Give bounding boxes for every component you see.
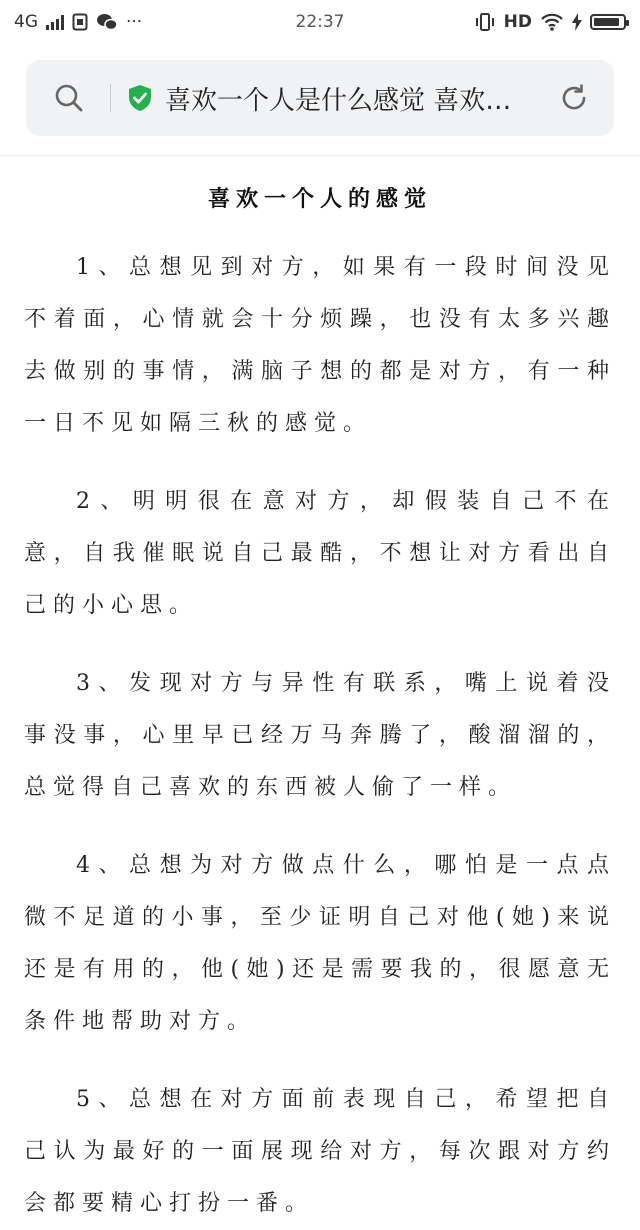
status-right bbox=[474, 12, 626, 32]
article-paragraph-1: 1、总想见到对方，如果有一段时间没见不着面，心情就会十分烦躁，也没有太多兴趣去做别的事情，满脑子想的都是对方，有一种一日不见如隔三秋的感觉。 bbox=[24, 255, 616, 436]
clock: 22:37 bbox=[295, 12, 345, 32]
more-notifications: ··· bbox=[126, 12, 143, 32]
paragraph-spacer bbox=[24, 450, 616, 476]
page-title[interactable]: 喜欢一个人是什么感觉 喜欢… bbox=[165, 85, 512, 116]
search-icon[interactable] bbox=[54, 83, 84, 113]
wechat-icon bbox=[96, 13, 118, 31]
signal-icon bbox=[46, 14, 64, 30]
battery-icon bbox=[590, 14, 626, 30]
status-bar bbox=[0, 0, 640, 44]
sim-card-icon bbox=[72, 13, 88, 31]
wifi-icon bbox=[540, 13, 564, 31]
vibrate-icon bbox=[474, 12, 496, 32]
article-paragraph-4: 4、总想为对方做点什么，哪怕是一点点微不足道的小事，至少证明自己对他(她)来说还是有用的，他(她)还是需要我的，很愿意无条件地帮助对方。 bbox=[24, 853, 616, 1034]
title-spacer bbox=[24, 218, 616, 242]
article-body bbox=[0, 160, 640, 1230]
charging-icon bbox=[572, 13, 582, 31]
network-label: 4G bbox=[14, 12, 38, 32]
paragraph-spacer bbox=[24, 632, 616, 658]
article-paragraph-5: 5、总想在对方面前表现自己，希望把自己认为最好的一面展现给对方，每次跟对方约会都要精心打扮一番。 bbox=[24, 1087, 616, 1216]
article-title: 喜欢一个人的感觉 bbox=[207, 186, 432, 212]
article-paragraph-2: 2、明明很在意对方，却假装自己不在意，自我催眠说自己最酷，不想让对方看出自己的小心思。 bbox=[24, 489, 616, 618]
shield-check-icon bbox=[127, 84, 153, 112]
battery-level bbox=[594, 18, 619, 26]
address-bar[interactable] bbox=[26, 60, 614, 136]
header-divider bbox=[0, 155, 640, 156]
hd-label: HD bbox=[503, 12, 532, 32]
paragraph-spacer bbox=[24, 1048, 616, 1074]
address-divider bbox=[110, 84, 111, 112]
article-paragraph-3: 3、发现对方与异性有联系，嘴上说着没事没事，心里早已经万马奔腾了，酸溜溜的，总觉得自己喜欢的东西被人偷了一样。 bbox=[24, 671, 616, 800]
refresh-icon[interactable] bbox=[558, 82, 590, 114]
paragraph-spacer bbox=[24, 814, 616, 840]
status-left bbox=[14, 12, 142, 32]
